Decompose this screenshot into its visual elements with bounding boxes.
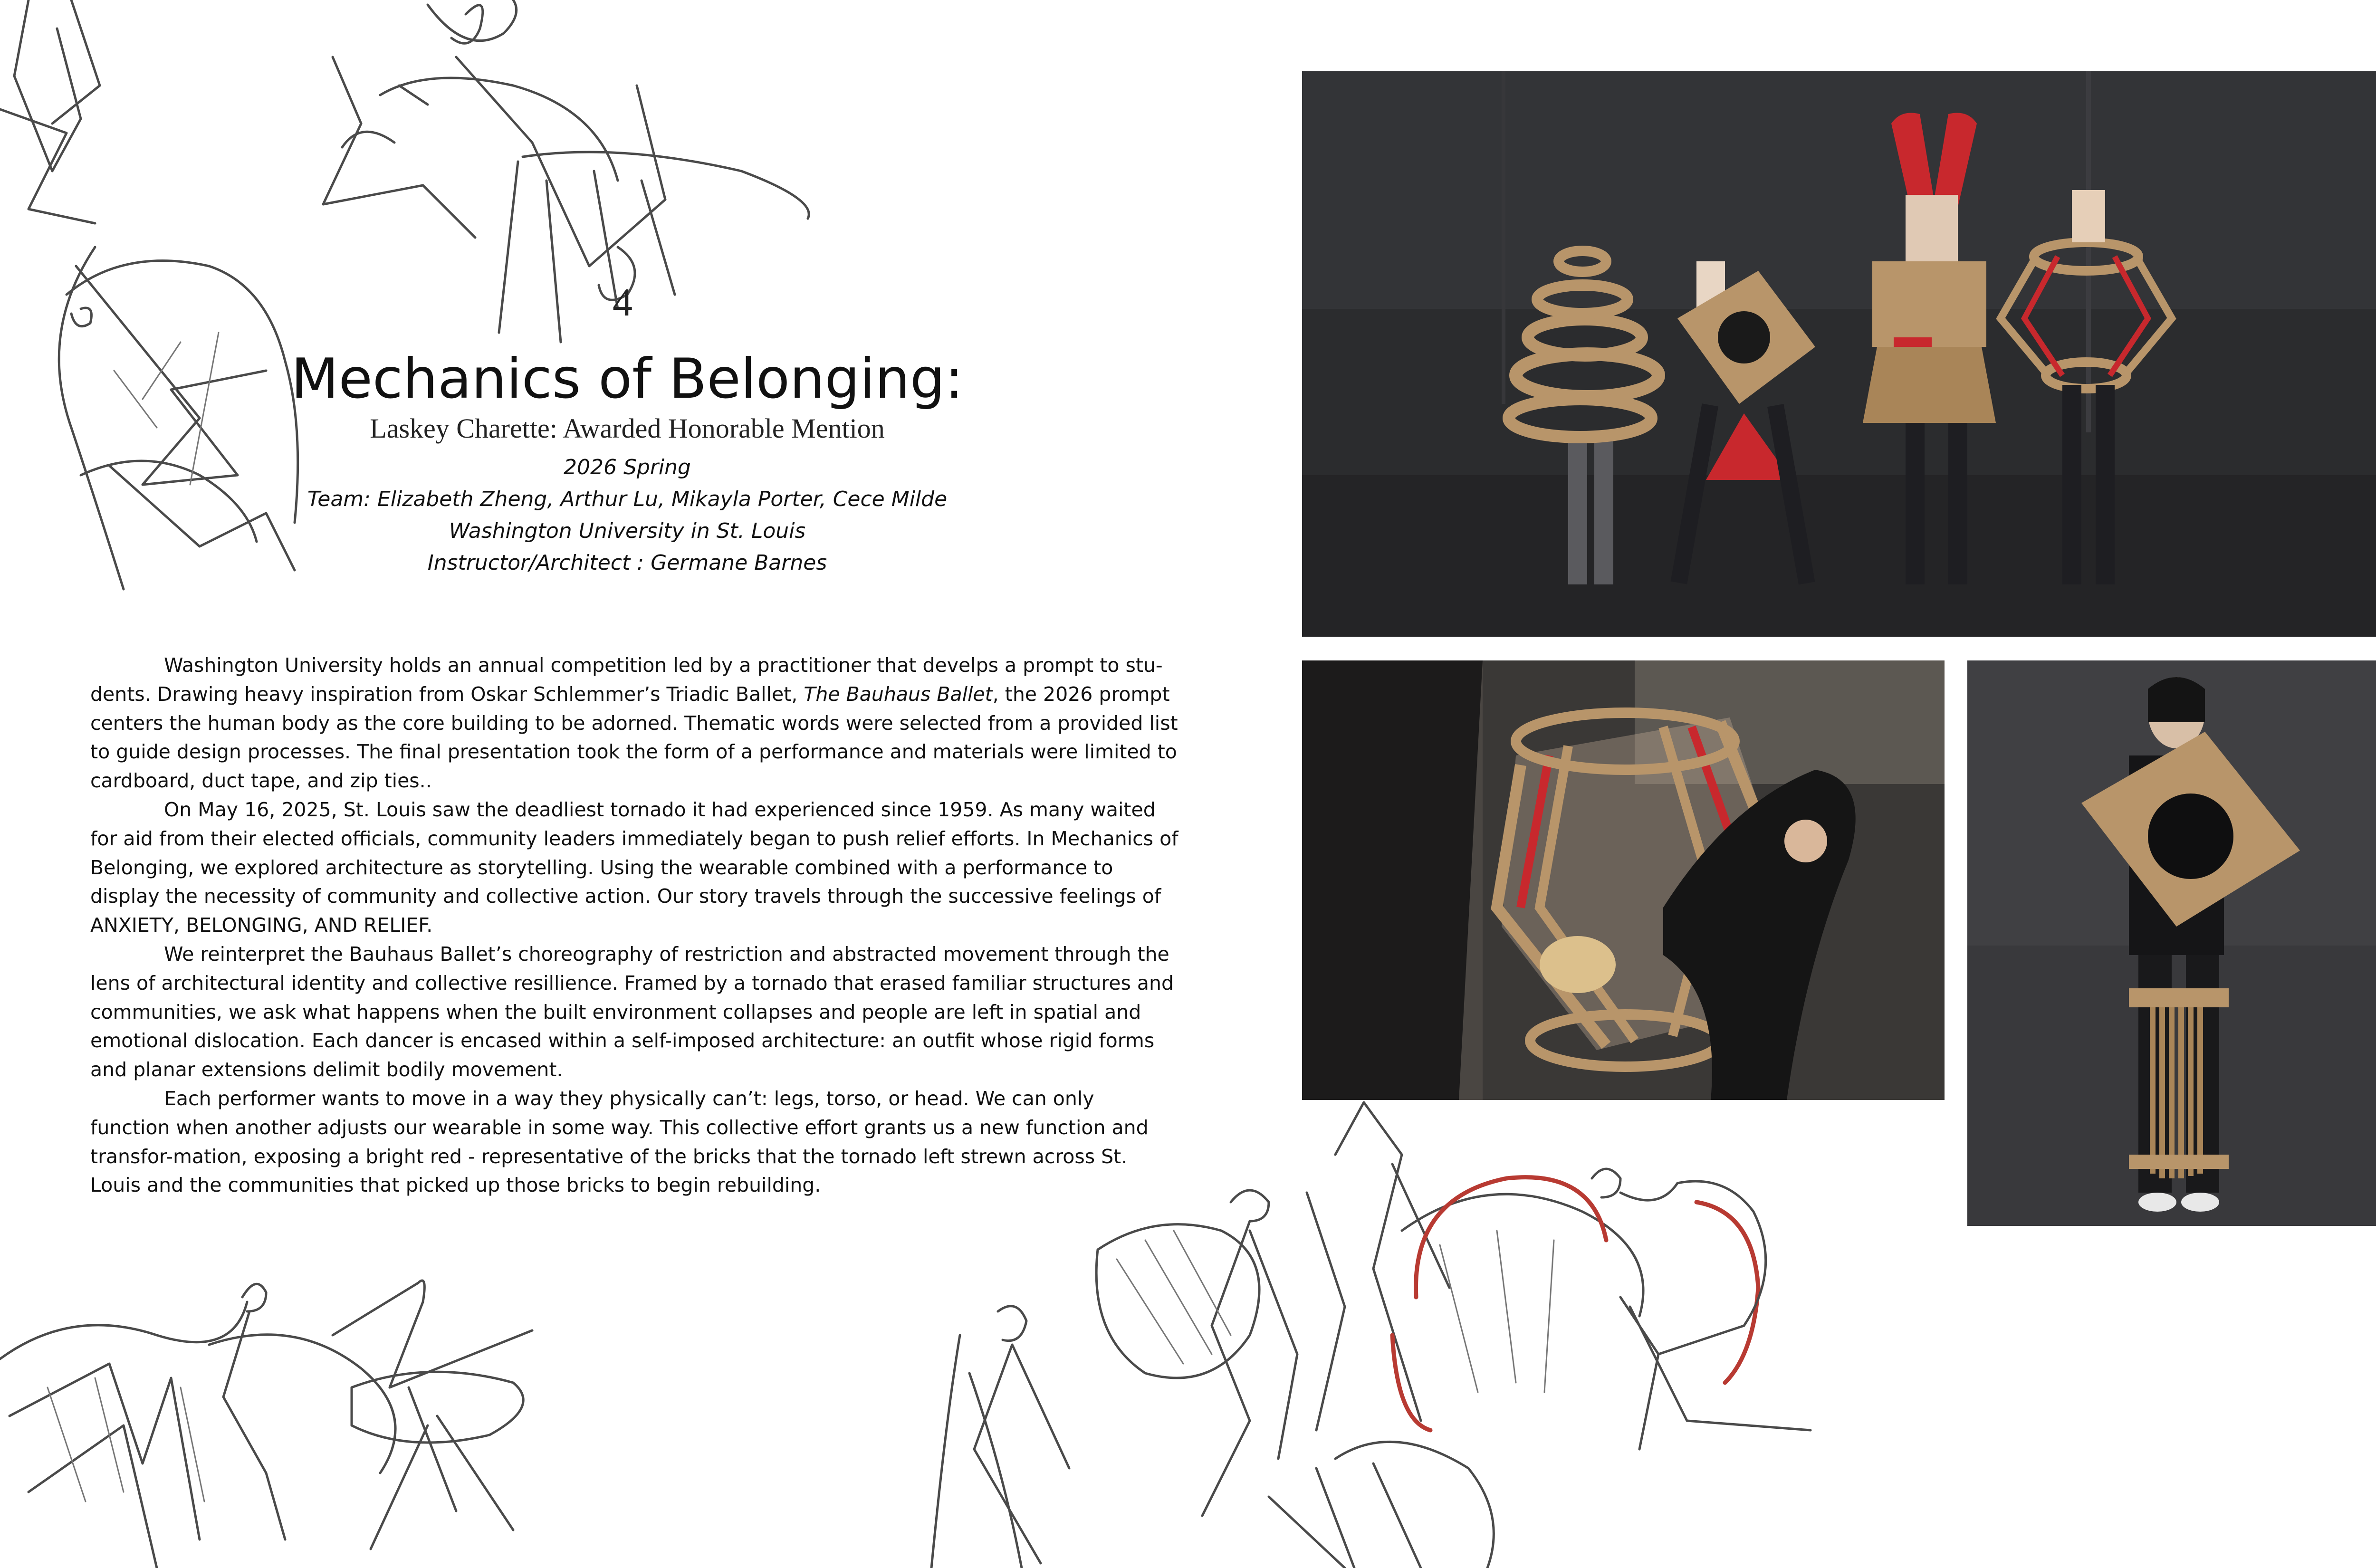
team-line: Team: Elizabeth Zheng, Arthur Lu, Mikayla Porter, Cece Milde: [307, 487, 948, 511]
body-text: [90, 651, 1178, 1200]
photo-performers-group: [1302, 71, 2376, 637]
page-title: Mechanics of Belonging:: [291, 347, 964, 411]
page-number: 4: [613, 280, 632, 325]
instructor-line: Instructor/Architect : Germane Barnes: [427, 551, 827, 575]
paragraph-1: Washington University holds an annual competition led by a practitioner that develps a prompt to stu-dents. Drawing heavy inspiration from Oskar Schlemmer’s Triadic Ballet, The Bauhaus Ballet, the 2026 prompt centers the human body as the core building to be adorned. Thematic words were selected from a provided list to guide design processes. The final presentation took the form of a performance and materials were limited to cardboard, duct tape, and zip ties..: [90, 654, 1178, 793]
award-subtitle: Laskey Charette: Awarded Honorable Mention: [370, 413, 885, 444]
school-line: Washington University in St. Louis: [449, 519, 806, 543]
performance-photo: [1302, 71, 2376, 637]
paragraph-3: We reinterpret the Bauhaus Ballet’s choreography of restriction and abstracted movement through the lens of architectural identity and collective resillience. Framed by a tornado that erased familiar structures and communities, we ask what happens when the built environment collapses and people are left in spatial and emotional dislocation. Each dancer is encased within a self-imposed architecture: an outfit whose rigid forms and planar extensions delimit bodily movement.: [90, 942, 1174, 1081]
photo-adjusting-wearable: [1302, 660, 1945, 1100]
paragraph-2: On May 16, 2025, St. Louis saw the deadliest tornado it had experienced since 1959. As many waited for aid from their elected officials, community leaders immediately began to push relief efforts. In Mechanics of Belonging, we explored architecture as storytelling. Using the wearable combined with a performance to display the necessity of community and collective action. Our story travels through the successive feelings of ANXIETY, BELONGING, AND RELIEF.: [90, 798, 1178, 937]
pencil-sketch-dancers: [0, 1245, 546, 1568]
backstage-photo: [1302, 660, 1945, 1100]
paragraph-4: Each performer wants to move in a way they physically can’t: legs, torso, or head. We can only function when another adjusts our wearable in some way. This collective effort grants us a new function and transfor-mation, exposing a bright red - representative of the bricks that the tornado left strewn across St. Louis and the communities that picked up those bricks to begin rebuilding.: [90, 1087, 1149, 1197]
portrait-photo: [1967, 660, 2376, 1226]
photo-square-wearable: [1967, 660, 2376, 1226]
sketch-bottom-left: [0, 1245, 546, 1568]
ballet-title: The Bauhaus Ballet: [804, 682, 993, 706]
term-line: 2026 Spring: [564, 455, 691, 479]
